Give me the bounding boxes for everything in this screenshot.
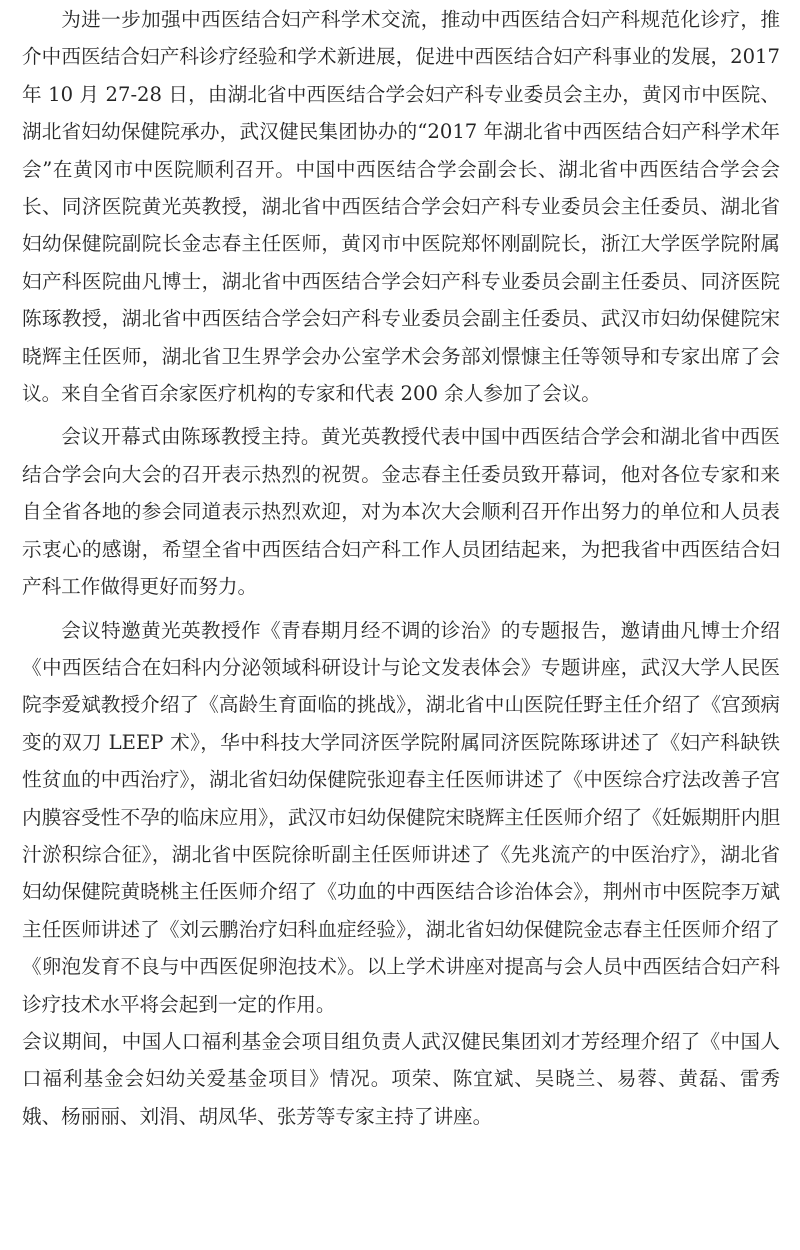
paragraph-conference-overview: 为进一步加强中西医结合妇产科学术交流，推动中西医结合妇产科规范化诊疗，推介中西医结合妇产科诊疗经验和学术新进展，促进中西医结合妇产科事业的发展，2017 年 10 月 27-28 日，由湖北省中西医结合学会妇产科专业委员会主办，黄冈市中医院、湖北省妇幼保健院承办，武汉健民集团协办的“2017 年湖北省中西医结合妇产科学术年会”在黄冈市中医院顺利召开。中国中西医结合学会副会长、湖北省中西医结合学会会长、同济医院黄光英教授，湖北省中西医结合学会妇产科专业委员会主任委员、湖北省妇幼保健院副院长金志春主任医师，黄冈市中医院郑怀刚副院长，浙江大学医学院附属妇产科医院曲凡博士，湖北省中西医结合学会妇产科专业委员会副主任委员、同济医院陈琢教授，湖北省中西医结合学会妇产科专业委员会副主任委员、武汉市妇幼保健院宋晓辉主任医师，湖北省卫生界学会办公室学术会务部刘憬慷主任等领导和专家出席了会议。来自全省百余家医疗机构的专家和代表 200 余人参加了会议。 <box>22 8 780 406</box>
paragraph-meeting-period: 会议期间，中国人口福利基金会项目组负责人武汉健民集团刘才芳经理介绍了《中国人口福利基金会妇幼关爱基金项目》情况。项荣、陈宜斌、吴晓兰、易蓉、黄磊、雷秀娥、杨丽丽、刘涓、胡凤华、张芳等专家主持了讲座。 <box>22 1029 780 1128</box>
paragraph-academic-lectures: 会议特邀黄光英教授作《青春期月经不调的诊治》的专题报告，邀请曲凡博士介绍《中西医结合在妇科内分泌领域科研设计与论文发表体会》专题讲座，武汉大学人民医院李爱斌教授介绍了《高龄生育面临的挑战》，湖北省中山医院任野主任介绍了《宫颈病变的双刀 LEEP 术》，华中科技大学同济医学院附属同济医院陈琢讲述了《妇产科缺铁性贫血的中西治疗》，湖北省妇幼保健院张迎春主任医师讲述了《中医综合疗法改善子宫内膜容受性不孕的临床应用》，武汉市妇幼保健院宋晓辉主任医师介绍了《妊娠期肝内胆汁淤积综合征》，湖北省中医院徐昕副主任医师讲述了《先兆流产的中医治疗》，湖北省妇幼保健院黄晓桃主任医师介绍了《功血的中西医结合诊治体会》，荆州市中医院李万斌主任医师讲述了《刘云鹏治疗妇科血症经验》，湖北省妇幼保健院金志春主任医师介绍了《卵泡发育不良与中西医促卵泡技术》。以上学术讲座对提高与会人员中西医结合妇产科诊疗技术水平将会起到一定的作用。 <box>22 618 780 1016</box>
paragraph-opening-ceremony: 会议开幕式由陈琢教授主持。黄光英教授代表中国中西医结合学会和湖北省中西医结合学会向大会的召开表示热烈的祝贺。金志春主任委员致开幕词，他对各位专家和来自全省各地的参会同道表示热烈欢迎，对为本次大会顺利召开作出努力的单位和人员表示衷心的感谢，希望全省中西医结合妇产科工作人员团结起来，为把我省中西医结合妇产科工作做得更好而努力。 <box>22 425 780 599</box>
